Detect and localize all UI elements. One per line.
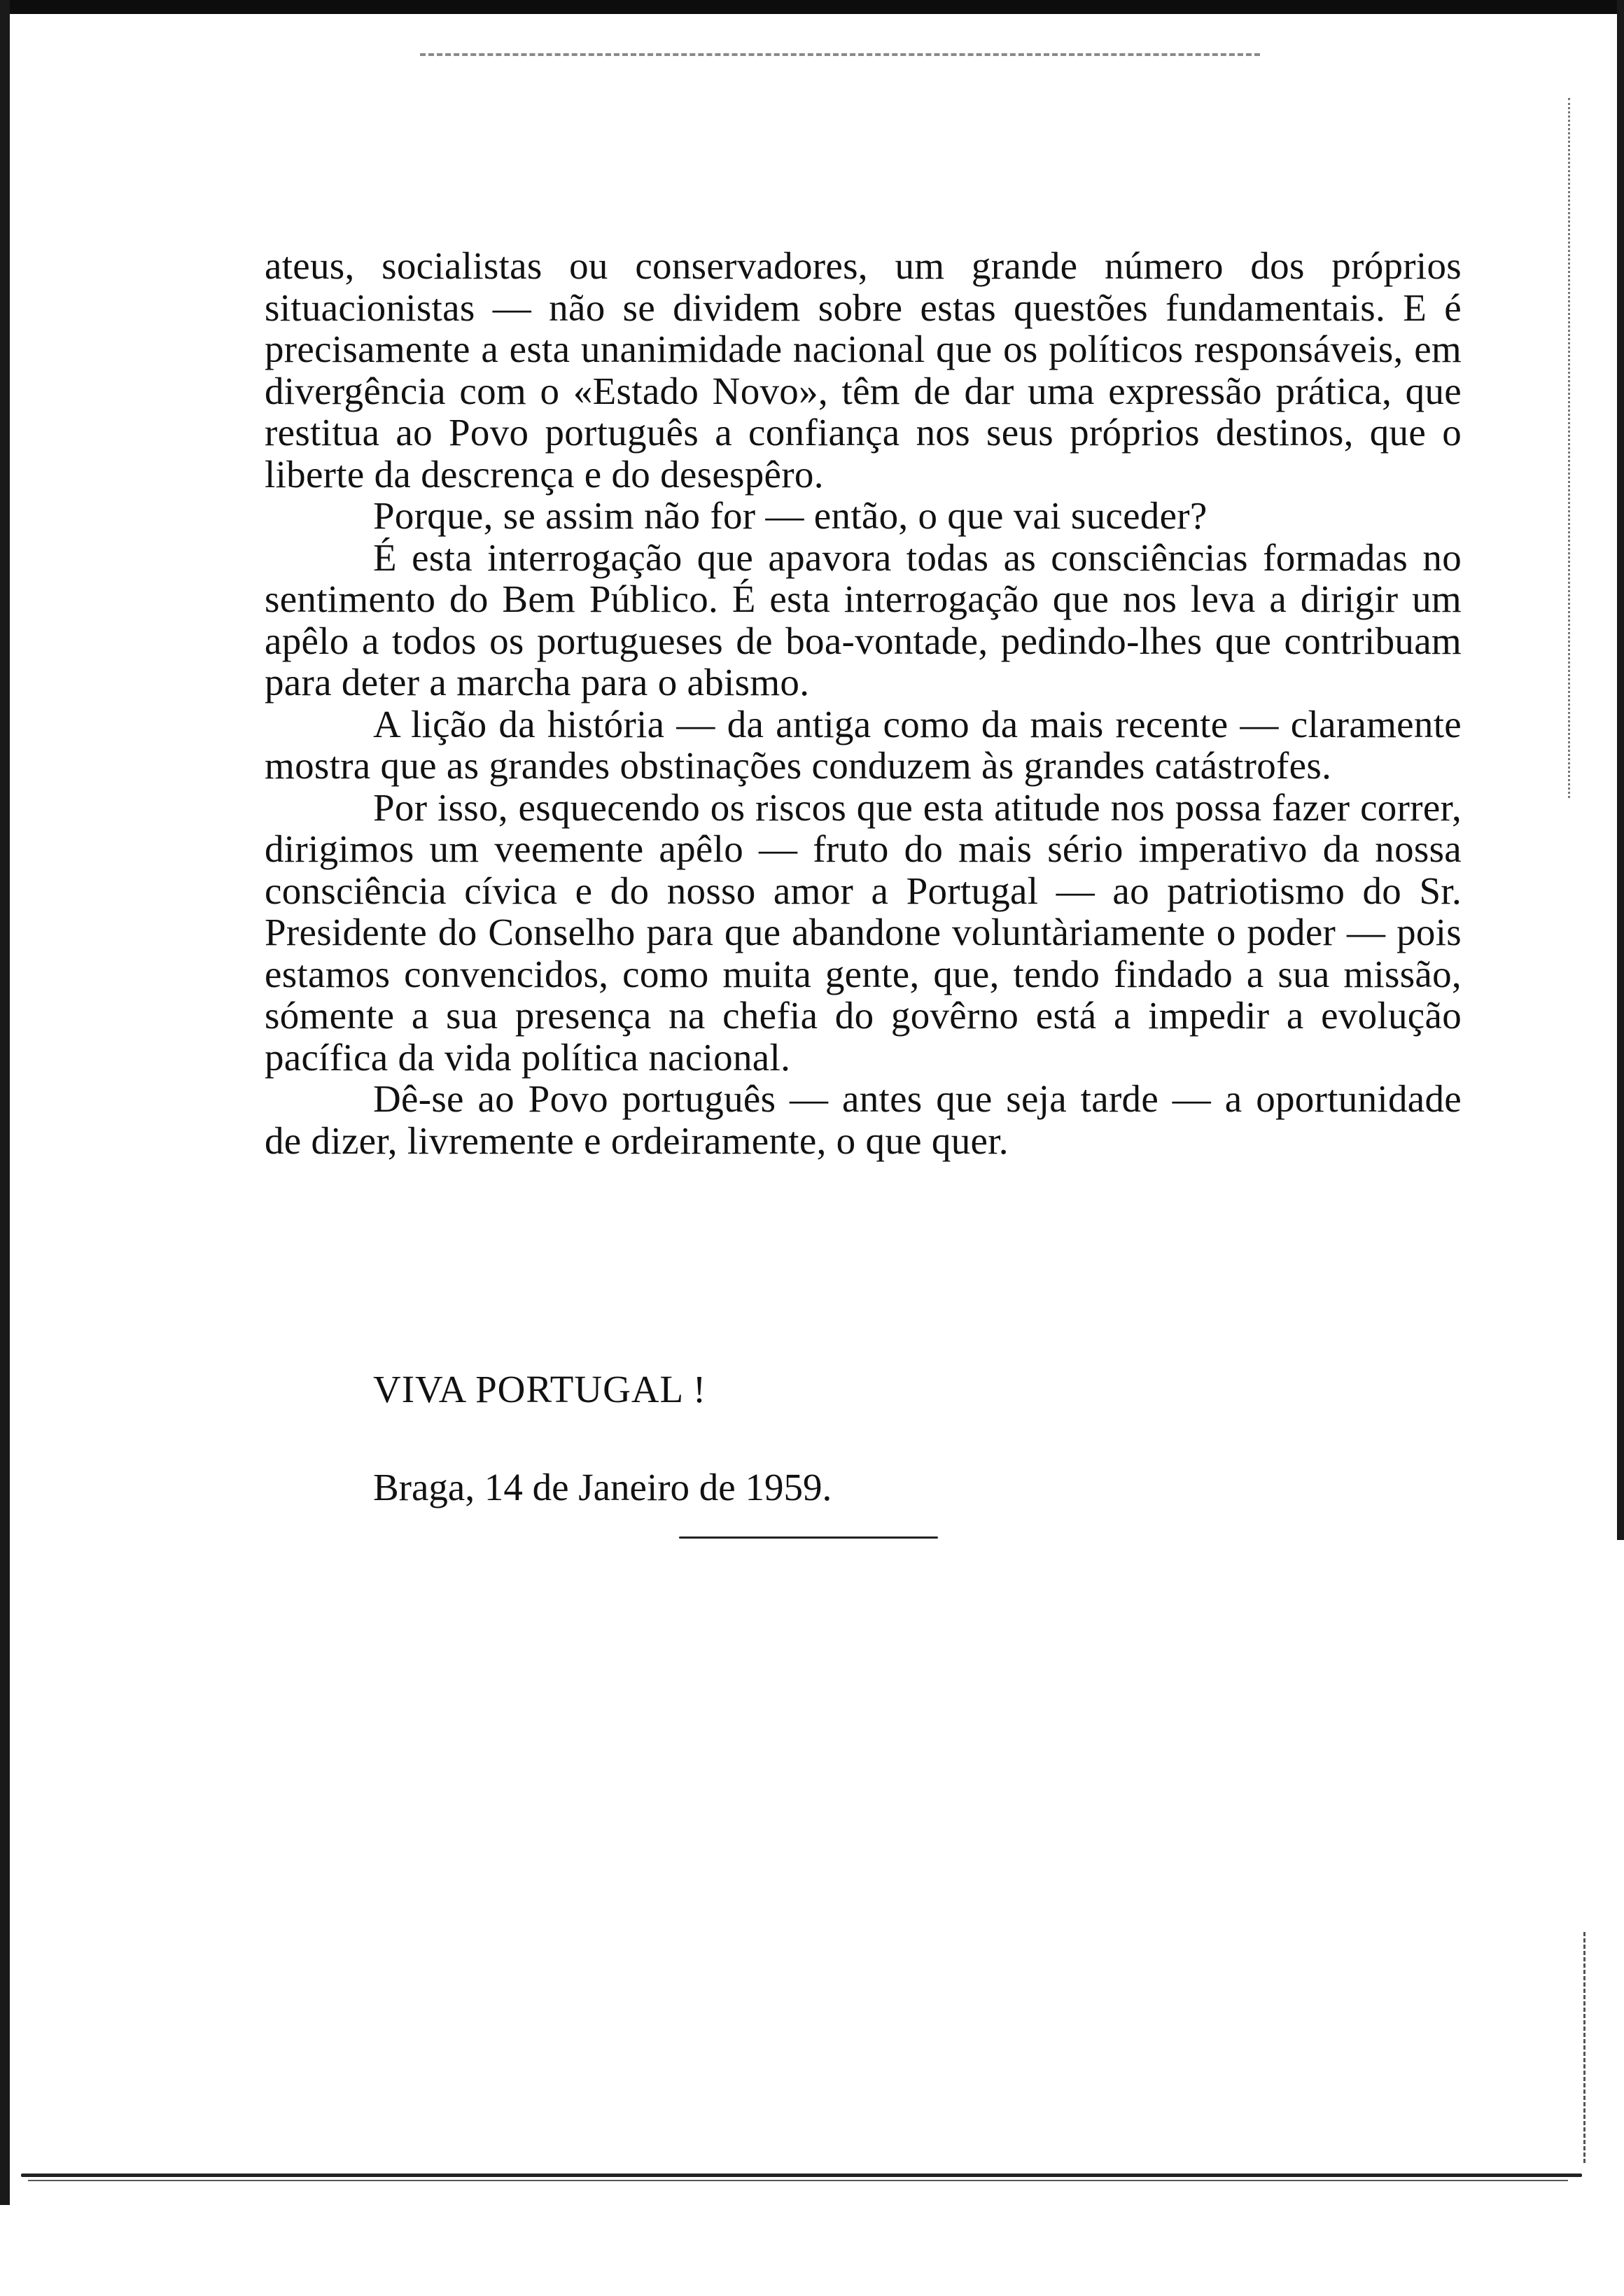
- paragraph-interrogation: É esta interrogação que apavora todas as consciências formadas no sentimento do Bem Público. É esta interrogação que nos leva a dirigir um apêlo a todos os portugueses de boa-vontade, pedindo-lhes que contribuam para deter a marcha para o abismo.: [265, 536, 1462, 704]
- paragraph-history: A lição da história — da antiga como da mais recente — claramente mostra que as grandes obstinações conduzem às grandes catástrofes.: [265, 702, 1462, 787]
- scan-noise-right-lower: [1583, 1932, 1588, 2163]
- scan-border-right: [1617, 0, 1624, 1540]
- closing-exclamation: VIVA PORTUGAL !: [373, 1368, 707, 1410]
- scan-border-bottom: [21, 2174, 1582, 2177]
- scan-noise-top: [420, 53, 1260, 60]
- scan-border-bottom-thin: [28, 2180, 1568, 2181]
- paragraph-final: Dê-se ao Povo português — antes que seja tarde — a oportunidade de dizer, livremente e ordeiramente, o que quer.: [265, 1077, 1462, 1162]
- body-text: [265, 245, 1462, 1161]
- scan-border-top: [0, 0, 1624, 14]
- scan-border-left: [0, 0, 10, 2205]
- paragraph-question: Porque, se assim não for — então, o que vai suceder?: [373, 494, 1208, 537]
- place-and-date: Braga, 14 de Janeiro de 1959.: [373, 1466, 832, 1508]
- paragraph-continuation: ateus, socialistas ou conservadores, um grande número dos próprios situacionistas — não se dividem sobre estas questões fundamentais. E é precisamente a esta unanimidade nacional que os políticos responsáveis, em divergência com o «Estado Novo», têm de dar uma expressão prática, que restitua ao Povo português a confiança nos seus próprios destinos, que o liberte da descrença e do desespêro.: [265, 244, 1462, 496]
- paragraph-appeal: Por isso, esquecendo os riscos que esta atitude nos possa fazer correr, dirigimos um veemente apêlo — fruto do mais sério imperativo da nossa consciência cívica e do nosso amor a Portugal — ao patriotismo do Sr. Presidente do Conselho para que abandone voluntàriamente o poder — pois estamos convencidos, como muita gente, que, tendo findado a sua missão, sómente a sua presença na chefia do govêrno está a impedir a evolução pacífica da vida política nacional.: [265, 785, 1462, 1079]
- closing-rule: [679, 1536, 938, 1539]
- scan-noise-right: [1568, 98, 1574, 798]
